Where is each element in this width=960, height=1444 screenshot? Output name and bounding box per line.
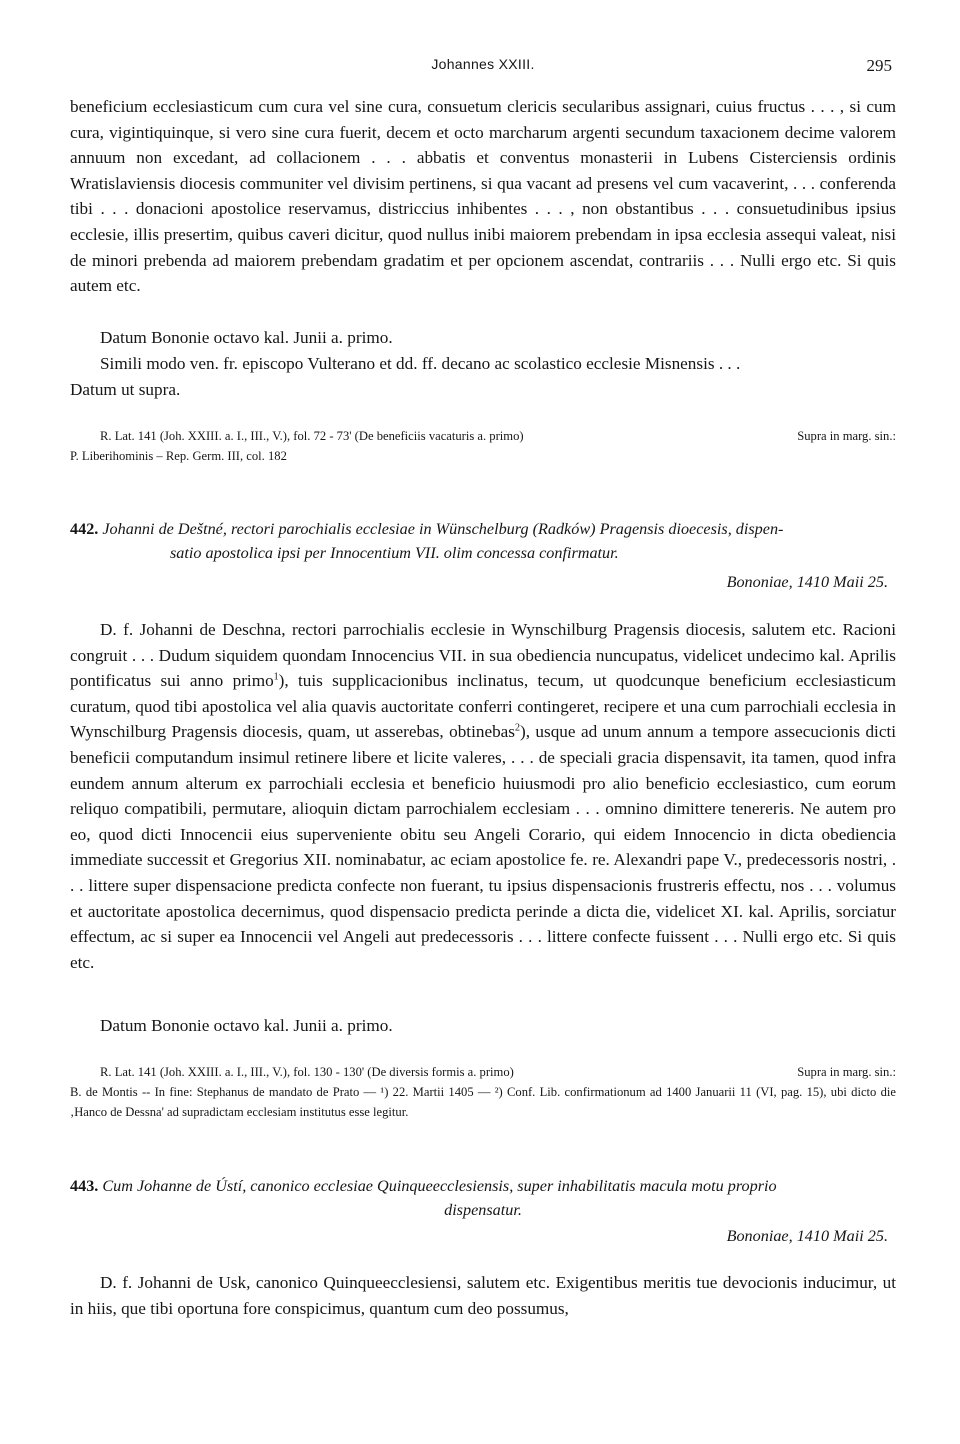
entry-442-archival-note: [70, 1062, 896, 1122]
running-title: Johannes XXIII.: [431, 56, 535, 72]
entry-443-paragraph: D. f. Johanni de Usk, canonico Quinqueecclesiensi, salutem etc. Exigentibus meritis tue devocionis inducimur, ut in hiis, que tibi oportuna fore conspicimus, quantum cum deo possumus,: [70, 1273, 896, 1318]
page-header: [70, 56, 896, 80]
entry-number: 443.: [70, 1177, 99, 1195]
entry-443-date: Bononiae, 1410 Maii 25.: [726, 1227, 888, 1245]
entry-title-line2: satio apostolica ipsi per Innocentium VII. olim concessa confirmatur.: [170, 544, 619, 562]
entry-443-heading: [70, 1174, 896, 1222]
document-page: [70, 0, 896, 1444]
continuation-simili: Simili modo ven. fr. episcopo Vulterano et dd. ff. decano ac scolastico ecclesie Misnensis . . .: [100, 354, 741, 373]
continuation-datum: Datum Bononie octavo kal. Junii a. primo.: [100, 328, 393, 347]
page-number: 295: [866, 56, 892, 75]
continuation-paragraph: beneficium ecclesiasticum cum cura vel sine cura, consuetum clericis secularibus assignari, cuius fructus . . . , si cum cura, vigintiquinque, si vero sine cura fuerit, decem et octo marcharum argenti secundum taxacionem decime valorem annuum non excedant, ad collacionem . . . abbatis et conventus monasterii in Lubens Cisterciensis ordinis Wratislaviensis diocesis communiter vel divisim pertinens, si qua vacant ad presens vel cum vacaverint, . . . conferenda tibi . . . donacioni apostolice reservamus, districcius inhibentes . . . , non obstantibus . . . consuetudinibus ipsius ecclesie, illis presertim, quibus caveri dicitur, quod nullus inibi maiorem prebendam in ipsa ecclesia assequi valeat, nisi de minori prebenda ad maiorem prebendam gradatim et per opcionem ascendat, contrariis . . . Nulli ergo etc. Si quis autem etc.: [70, 97, 896, 296]
continuation-archival-note: [70, 426, 896, 466]
continuation-datum-ut-supra: Datum ut supra.: [70, 380, 181, 399]
entry-442-heading: [70, 517, 896, 565]
entry-442-text-a: D. f. Johanni de Deschna, rectori parrochialis ecclesie in Wynschilburg Pragensis diocesis, salutem etc. Racioni congruit . . . Dudum siquidem quondam Innocencius VII. in sua obediencia nuncupatus, videlicet undecimo kal. Aprilis pontificatus sui anno primo: [70, 620, 896, 691]
note-reference: R. Lat. 141 (Joh. XXIII. a. I., III., V.), fol. 72 - 73' (De beneficiis vacaturis a. primo): [100, 429, 524, 443]
note-reference: R. Lat. 141 (Joh. XXIII. a. I., III., V.), fol. 130 - 130' (De diversis formis a. primo): [100, 1065, 514, 1079]
entry-442-date: Bononiae, 1410 Maii 25.: [726, 573, 888, 591]
entry-442-datum: Datum Bononie octavo kal. Junii a. primo.: [100, 1016, 393, 1035]
note-reference-line2: B. de Montis -- In fine: Stephanus de mandato de Prato — ¹) 22. Martii 1405 — ²) Conf. Lib. confirmationum ad 1400 Januarii 11 (VI, pag. 15), ubi dicto die ‚Hanco de Dessna' ad supradictam ecclesiam institutus esse legitur.: [70, 1085, 896, 1119]
entry-title-line1: Cum Johanne de Ústí, canonico ecclesiae Quinqueecclesiensis, super inhabilitatis macula motu proprio: [102, 1177, 777, 1195]
note-reference-line2: P. Liberihominis – Rep. Germ. III, col. 182: [70, 449, 287, 463]
entry-442-paragraph: [70, 617, 896, 975]
footnote-ref-1: 1: [273, 671, 279, 683]
note-margin: Supra in marg. sin.:: [797, 429, 896, 443]
entry-title-line2: dispensatur.: [444, 1201, 522, 1219]
entry-442-text-c: ), usque ad unum annum a tempore assecucionis dicti beneficii computandum insimul retinere libere et licite valeres, . . . de speciali gracia dispensavit, ita tamen, quod infra eundem annum alterum ex parrochiali ecclesia et beneficio huiusmodi pro alio beneficio ecclesiastico, cum eorum reliquo compatibili, permutare, alioquin dictam parrochialem ecclesiam . . . omnino dimittere tenereris. Ne autem pro eo, quod dicti Innocencii eius superveniente obitu seu Angeli Corario, qui eidem Innocencio in dicta obediencia immediate successit et Gregorius XII. nominabatur, ac eciam apostolice fe. re. Alexandri pape V., predecessoris nostri, . . . littere super dispensacione predicta confecte non fuerant, tu ipsius dispensacionis frustreris effectu, nos . . . volumus et auctoritate apostolica decernimus, quod dispensacio predicta perinde a dicta die, videlicet XI. kal. Aprilis, sorciatur effectum, ac si super ea Innocencii vel Angeli aut predecessoris . . . littere confecte fuissent . . . Nulli ergo etc. Si quis etc.: [70, 722, 896, 972]
footnote-ref-2: 2: [515, 722, 520, 734]
entry-number: 442.: [70, 520, 99, 538]
entry-442-text-b: ), tuis supplicacionibus inclinatus, tecum, ut quodcunque beneficium ecclesiasticum curatum, quod tibi apostolica vel alia quavis auctoritate conferri contingeret, recipere et una cum parrochiali ecclesia in Wynschilburg Pragensis diocesis, quam, ut asserebas, obtinebas: [70, 671, 896, 742]
entry-title-line1: Johanni de Deštné, rectori parochialis ecclesiae in Wünschelburg (Radków) Pragensis dioecesis, dispen-: [102, 520, 784, 538]
note-margin: Supra in marg. sin.:: [797, 1065, 896, 1079]
